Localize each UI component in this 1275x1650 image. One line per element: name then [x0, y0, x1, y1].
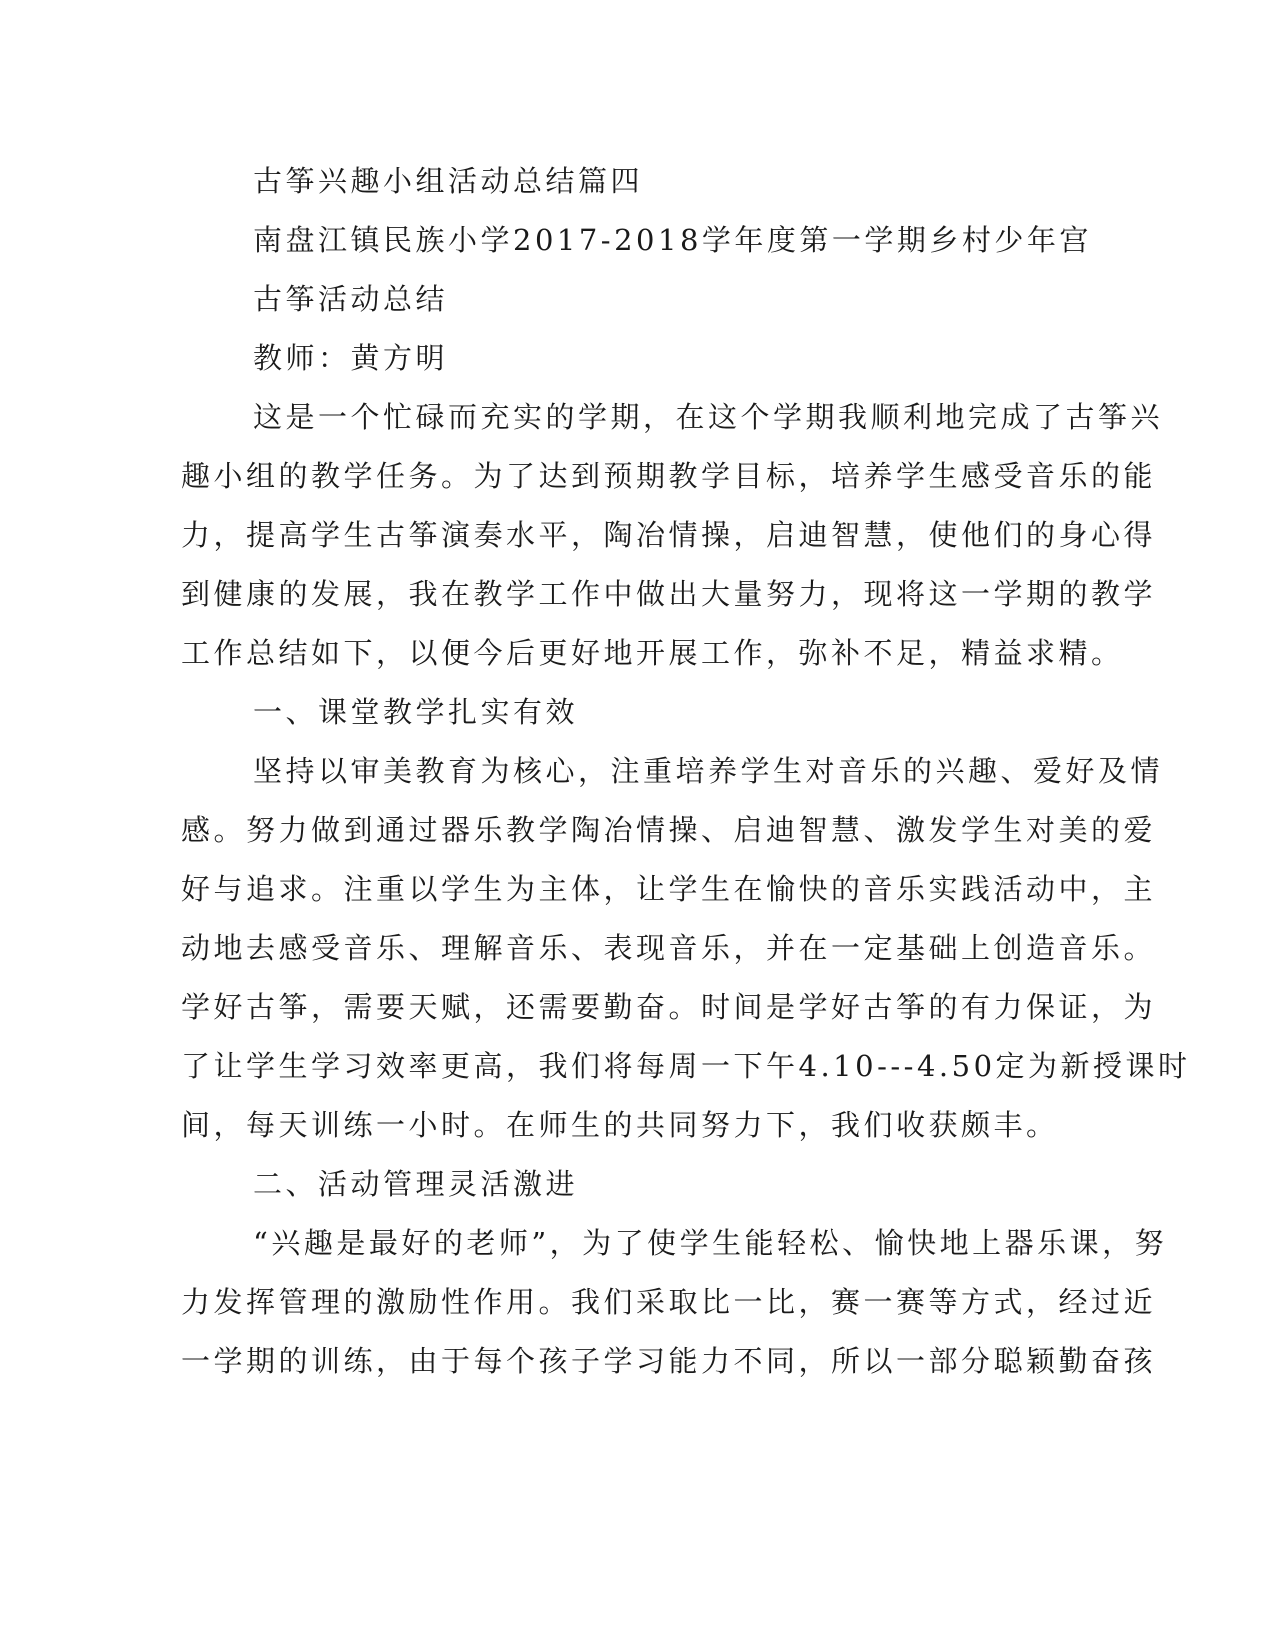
- section-heading: 二、活动管理灵活激进: [253, 1167, 579, 1201]
- author-line: 教师：黄方明: [253, 341, 449, 375]
- document-subtitle-line: 南盘江镇民族小学2017-2018学年度第一学期乡村少年宫: [253, 223, 1092, 257]
- paragraph-line: 学好古筝，需要天赋，还需要勤奋。时间是学好古筝的有力保证，为: [181, 990, 1157, 1024]
- paragraph-line: 到健康的发展，我在教学工作中做出大量努力，现将这一学期的教学: [181, 577, 1157, 611]
- paragraph-line: 动地去感受音乐、理解音乐、表现音乐，并在一定基础上创造音乐。: [181, 931, 1157, 965]
- paragraph-line: 力发挥管理的激励性作用。我们采取比一比，赛一赛等方式，经过近: [181, 1285, 1157, 1319]
- paragraph-line: 间，每天训练一小时。在师生的共同努力下，我们收获颇丰。: [181, 1108, 1059, 1142]
- paragraph-line: 趣小组的教学任务。为了达到预期教学目标，培养学生感受音乐的能: [181, 459, 1157, 493]
- paragraph-line: 工作总结如下，以便今后更好地开展工作，弥补不足，精益求精。: [181, 636, 1124, 670]
- section-heading: 一、课堂教学扎实有效: [253, 695, 579, 729]
- paragraph-line: 好与追求。注重以学生为主体，让学生在愉快的音乐实践活动中，主: [181, 872, 1157, 906]
- paragraph-line: 一学期的训练，由于每个孩子学习能力不同，所以一部分聪颖勤奋孩: [181, 1344, 1157, 1378]
- paragraph-line: 这是一个忙碌而充实的学期，在这个学期我顺利地完成了古筝兴: [253, 400, 1164, 434]
- document-subtitle-line: 古筝活动总结: [253, 282, 449, 316]
- paragraph-line: 坚持以审美教育为核心，注重培养学生对音乐的兴趣、爱好及情: [253, 754, 1164, 788]
- document-title: 古筝兴趣小组活动总结篇四: [253, 164, 644, 198]
- paragraph-line: 力，提高学生古筝演奏水平，陶冶情操，启迪智慧，使他们的身心得: [181, 518, 1157, 552]
- paragraph-line: “兴趣是最好的老师”，为了使学生能轻松、愉快地上器乐课，努: [253, 1226, 1168, 1260]
- paragraph-line: 感。努力做到通过器乐教学陶冶情操、启迪智慧、激发学生对美的爱: [181, 813, 1157, 847]
- paragraph-line: 了让学生学习效率更高，我们将每周一下午4.10---4.50定为新授课时: [181, 1049, 1191, 1083]
